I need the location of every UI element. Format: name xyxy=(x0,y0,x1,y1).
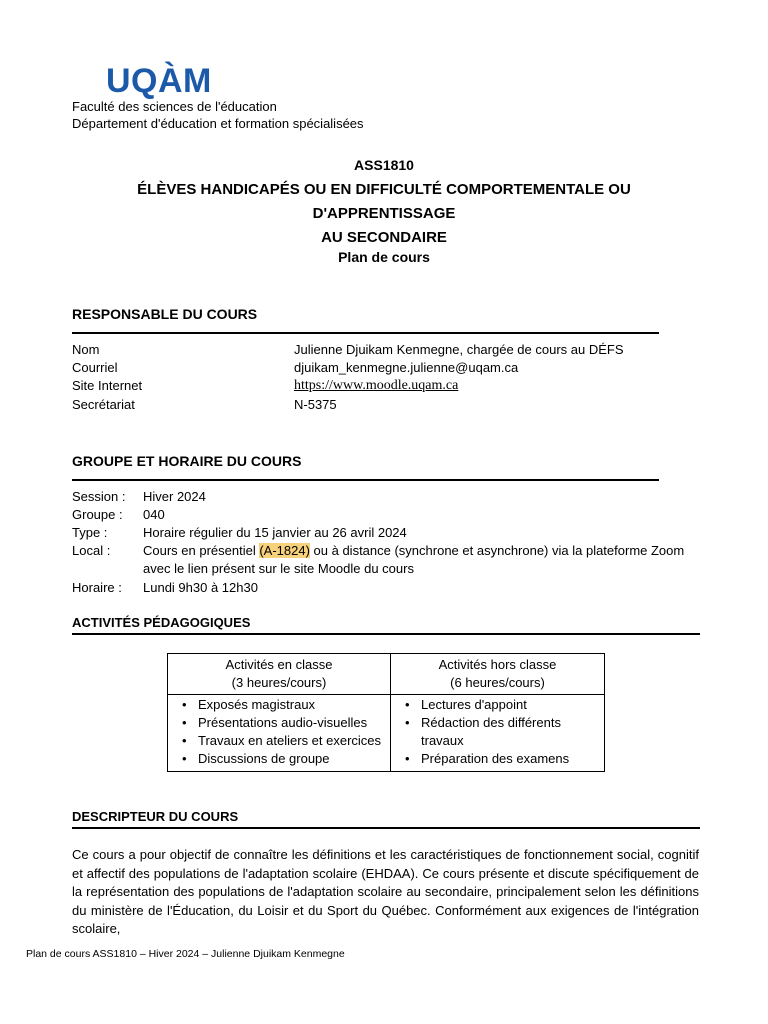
faculty-name: Faculté des sciences de l'éducation xyxy=(72,99,277,114)
section-heading-descripteur: DESCRIPTEUR DU COURS xyxy=(72,809,239,824)
info-label: Site Internet xyxy=(72,378,143,393)
schedule-row-type xyxy=(72,524,692,542)
schedule-value xyxy=(143,542,703,578)
info-label: Courriel xyxy=(72,360,118,375)
table-header-row xyxy=(168,654,605,695)
col-subtitle: (3 heures/cours) xyxy=(231,675,327,690)
room-highlight: (A-1824) xyxy=(259,543,310,558)
table-row xyxy=(168,695,605,772)
info-value: Julienne Djuikam Kenmegne, chargée de cours au DÉFS xyxy=(294,342,624,357)
schedule-label: Horaire : xyxy=(72,580,122,595)
col-title: Activités en classe xyxy=(225,657,333,672)
list-item: • Travaux en ateliers et exercices xyxy=(188,732,386,750)
list-item: • Rédaction des différents travaux xyxy=(411,714,600,750)
department-name: Département d'éducation et formation spécialisées xyxy=(72,116,364,131)
info-value: N-5375 xyxy=(294,397,337,412)
website-link[interactable]: https://www.moodle.uqam.ca xyxy=(294,378,459,393)
page-footer: Plan de cours ASS1810 – Hiver 2024 – Julienne Djuikam Kenmegne xyxy=(26,948,345,960)
info-row-nom xyxy=(72,341,672,359)
course-title-line2: AU SECONDAIRE xyxy=(321,229,447,246)
section-rule xyxy=(72,633,700,635)
email-link[interactable]: djuikam_kenmegne.julienne@uqam.ca xyxy=(294,360,519,375)
schedule-value: 040 xyxy=(143,507,165,522)
list-item: • Préparation des examens xyxy=(411,750,600,768)
list-item: • Présentations audio-visuelles xyxy=(188,714,386,732)
doc-type: Plan de cours xyxy=(338,249,430,265)
list-item: • Exposés magistraux xyxy=(188,696,386,714)
info-label: Secrétariat xyxy=(72,397,135,412)
table-cell xyxy=(168,695,391,772)
activities-table xyxy=(167,653,605,772)
info-row-courriel xyxy=(72,359,672,377)
uqam-logo: UQÀM xyxy=(106,62,212,100)
schedule-row-session xyxy=(72,488,692,506)
table-cell xyxy=(391,695,605,772)
activity-list-in-class xyxy=(172,696,386,768)
course-description: Ce cours a pour objectif de connaître les définitions et les caractéristiques de fonctionnement social, cognitif et affectif des populations de l'adaptation scolaire (EHDAA). Ce cours présente et discute spécifiquement de la représentation des populations de l'adaptation scolaire au secondaire, principalement selon les définitions du ministère de l'Éducation, du Loisir et du Sport du Québec. Conformément aux exigences de l'intégration scolaire, xyxy=(72,847,699,936)
section-rule xyxy=(72,332,659,334)
col-subtitle: (6 heures/cours) xyxy=(450,675,545,690)
local-text-post: ou à distance (synchrone et asynchrone) via la plateforme Zoom xyxy=(309,543,685,558)
schedule-label: Type : xyxy=(72,525,108,540)
list-item: • Lectures d'appoint xyxy=(411,696,600,714)
faculty-block xyxy=(72,98,364,132)
schedule-label: Session : xyxy=(72,489,126,504)
section-heading-groupe: GROUPE ET HORAIRE DU COURS xyxy=(72,453,302,469)
info-row-site xyxy=(72,377,672,395)
schedule-value: Horaire régulier du 15 janvier au 26 avril 2024 xyxy=(143,525,407,540)
info-label: Nom xyxy=(72,342,100,357)
col-title: Activités hors classe xyxy=(438,657,557,672)
section-heading-activites: ACTIVITÉS PÉDAGOGIQUES xyxy=(72,615,251,630)
schedule-value: Lundi 9h30 à 12h30 xyxy=(143,580,258,595)
local-text-pre: Cours en présentiel xyxy=(143,543,260,558)
activity-list-outside xyxy=(395,696,600,768)
info-row-secretariat xyxy=(72,396,672,414)
table-header-cell xyxy=(391,654,605,695)
section-heading-responsable: RESPONSABLE DU COURS xyxy=(72,306,258,322)
local-text-line2: avec le lien présent sur le site Moodle du cours xyxy=(143,561,414,576)
course-title xyxy=(64,178,704,250)
list-item: • Discussions de groupe xyxy=(188,750,386,768)
schedule-row-local xyxy=(72,542,692,578)
course-title-line1: ÉLÈVES HANDICAPÉS OU EN DIFFICULTÉ COMPORTEMENTALE OU D'APPRENTISSAGE xyxy=(137,181,631,222)
course-code: ASS1810 xyxy=(354,157,414,173)
schedule-value: Hiver 2024 xyxy=(143,489,206,504)
schedule-row-groupe xyxy=(72,506,692,524)
schedule-row-horaire xyxy=(72,579,692,597)
schedule-label: Groupe : xyxy=(72,507,123,522)
table-header-cell xyxy=(168,654,391,695)
section-rule xyxy=(72,479,659,481)
schedule-label: Local : xyxy=(72,543,111,558)
section-rule xyxy=(72,827,700,829)
